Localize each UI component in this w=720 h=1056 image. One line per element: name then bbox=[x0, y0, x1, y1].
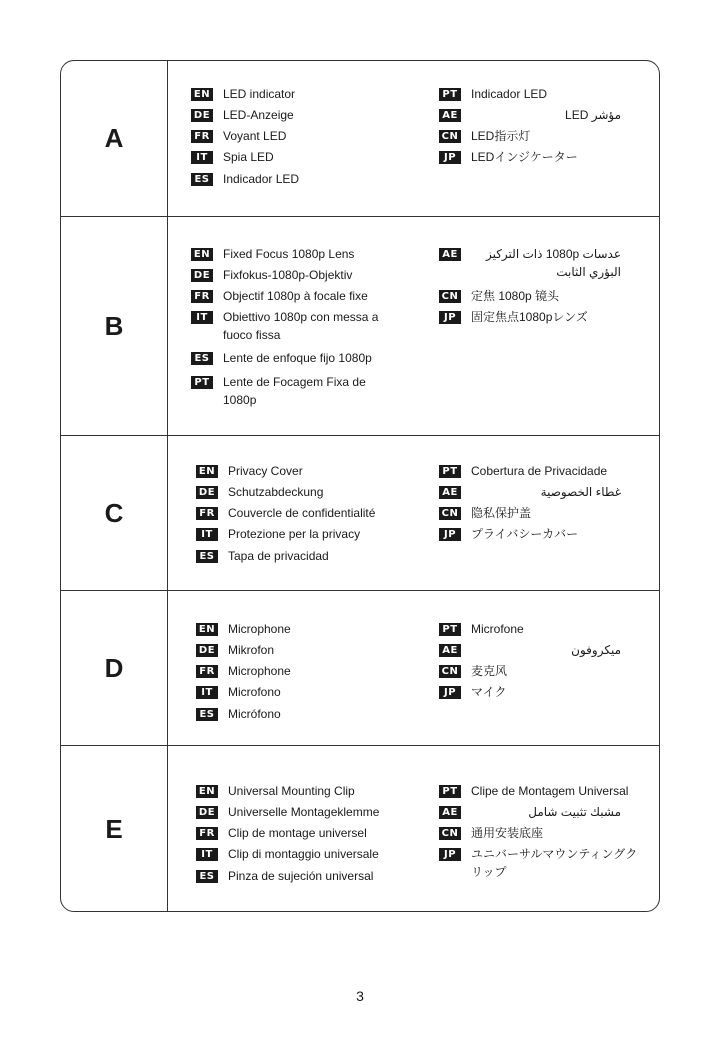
language-code-badge: EN bbox=[196, 785, 218, 798]
component-label: ユニバーサルマウンティングクリップ bbox=[471, 847, 638, 879]
language-code-badge: AE bbox=[439, 806, 461, 819]
component-label: Tapa de privacidad bbox=[228, 549, 329, 563]
entry-de bbox=[196, 483, 396, 501]
entry-fr bbox=[196, 504, 396, 522]
language-code-badge: CN bbox=[439, 665, 461, 678]
component-label: Lente de Focagem Fixa de 1080p bbox=[223, 375, 366, 407]
language-code-badge: PT bbox=[439, 623, 461, 636]
component-label: 固定焦点1080pレンズ bbox=[471, 310, 588, 324]
language-code-badge: AE bbox=[439, 486, 461, 499]
language-code-badge: ES bbox=[196, 708, 218, 721]
language-code-badge: AE bbox=[439, 109, 461, 122]
language-code-badge: FR bbox=[191, 130, 213, 143]
language-code-badge: JP bbox=[439, 311, 461, 324]
component-label: Fixed Focus 1080p Lens bbox=[223, 247, 355, 261]
entry-en bbox=[196, 782, 396, 800]
page-number: 3 bbox=[356, 988, 364, 1004]
language-code-badge: DE bbox=[196, 644, 218, 657]
entry-de bbox=[196, 641, 396, 659]
component-label: Cobertura de Privacidade bbox=[471, 464, 608, 478]
entry-es bbox=[196, 547, 396, 565]
row-letter-cell bbox=[61, 436, 168, 590]
component-label: Microfone bbox=[471, 622, 524, 636]
component-label: Schutzabdeckung bbox=[228, 485, 324, 499]
entry-es bbox=[191, 170, 391, 188]
component-label: 通用安装底座 bbox=[471, 826, 544, 840]
language-code-badge: JP bbox=[439, 528, 461, 541]
component-label: غطاء الخصوصية bbox=[540, 485, 621, 499]
row-letter: C bbox=[104, 497, 124, 528]
row-c bbox=[61, 436, 659, 591]
entry-ae bbox=[439, 245, 644, 281]
language-code-badge: AE bbox=[439, 644, 461, 657]
language-code-badge: FR bbox=[196, 665, 218, 678]
language-code-badge: EN bbox=[191, 248, 213, 261]
entry-pt bbox=[439, 85, 644, 103]
language-code-badge: ES bbox=[191, 352, 213, 365]
entry-jp bbox=[439, 525, 644, 543]
language-code-badge: DE bbox=[191, 269, 213, 282]
entry-it bbox=[191, 308, 391, 344]
entry-cn bbox=[439, 662, 644, 680]
language-code-badge: JP bbox=[439, 848, 461, 861]
row-letter: E bbox=[105, 814, 123, 844]
component-label: プライバシーカバー bbox=[471, 527, 579, 541]
language-code-badge: IT bbox=[191, 311, 213, 324]
entry-it bbox=[196, 845, 396, 863]
row-b bbox=[61, 217, 659, 436]
language-code-badge: IT bbox=[196, 528, 218, 541]
entry-pt bbox=[439, 782, 644, 800]
language-code-badge: DE bbox=[196, 806, 218, 819]
language-code-badge: JP bbox=[439, 686, 461, 699]
component-label: Fixfokus-1080p-Objektiv bbox=[223, 268, 353, 282]
component-label: LED指示灯 bbox=[471, 129, 531, 143]
row-e bbox=[61, 746, 659, 912]
entry-en bbox=[196, 462, 396, 480]
component-label: Indicador LED bbox=[223, 172, 300, 186]
language-code-badge: IT bbox=[196, 848, 218, 861]
entry-it bbox=[191, 148, 391, 166]
language-code-badge: PT bbox=[439, 88, 461, 101]
entry-es bbox=[191, 349, 391, 367]
language-code-badge: ES bbox=[191, 173, 213, 186]
entry-ae bbox=[439, 803, 644, 821]
language-code-badge: CN bbox=[439, 507, 461, 520]
component-label: Objectif 1080p à focale fixe bbox=[223, 289, 368, 303]
component-label: LED-Anzeige bbox=[223, 108, 294, 122]
component-label: Indicador LED bbox=[471, 87, 548, 101]
language-code-badge: DE bbox=[191, 109, 213, 122]
entry-it bbox=[196, 525, 396, 543]
language-code-badge: ES bbox=[196, 550, 218, 563]
entry-cn bbox=[439, 504, 644, 522]
entry-fr bbox=[191, 127, 391, 145]
component-label: Clip di montaggio universale bbox=[228, 847, 379, 861]
component-label: Mikrofon bbox=[228, 643, 275, 657]
component-label: Clip de montage universel bbox=[228, 826, 367, 840]
component-label: Couvercle de confidentialité bbox=[228, 506, 376, 520]
entry-de bbox=[191, 106, 391, 124]
row-a bbox=[61, 61, 659, 217]
entry-en bbox=[191, 85, 391, 103]
entry-ae bbox=[439, 641, 644, 659]
row-letter-cell bbox=[61, 217, 168, 435]
component-label: 麦克风 bbox=[471, 664, 508, 678]
language-code-badge: CN bbox=[439, 130, 461, 143]
component-label: 隐私保护盖 bbox=[471, 506, 532, 520]
component-label: ميكروفون bbox=[571, 643, 621, 657]
language-code-badge: FR bbox=[196, 827, 218, 840]
language-code-badge: IT bbox=[196, 686, 218, 699]
component-label: عدسات 1080p ذات التركيز البؤري الثابت bbox=[485, 247, 621, 279]
language-code-badge: FR bbox=[191, 290, 213, 303]
entry-fr bbox=[196, 824, 396, 842]
component-label: LEDインジケーター bbox=[471, 150, 578, 164]
row-d bbox=[61, 591, 659, 746]
language-code-badge: ES bbox=[196, 870, 218, 883]
language-code-badge: EN bbox=[196, 465, 218, 478]
entry-es bbox=[196, 705, 396, 723]
component-label: Lente de enfoque fijo 1080p bbox=[223, 351, 372, 365]
language-code-badge: EN bbox=[196, 623, 218, 636]
entry-jp bbox=[439, 148, 644, 166]
component-label: Obiettivo 1080p con messa a fuoco fissa bbox=[223, 310, 379, 342]
component-label: LED indicator bbox=[223, 87, 296, 101]
component-label: مؤشر LED bbox=[565, 108, 621, 122]
entry-fr bbox=[191, 287, 391, 305]
component-label: Spia LED bbox=[223, 150, 274, 164]
component-label: Microphone bbox=[228, 664, 291, 678]
component-label: Clipe de Montagem Universal bbox=[471, 784, 629, 798]
component-label: Privacy Cover bbox=[228, 464, 303, 478]
entry-jp bbox=[439, 845, 644, 881]
entry-en bbox=[196, 620, 396, 638]
language-code-badge: CN bbox=[439, 290, 461, 303]
component-label: マイク bbox=[471, 685, 507, 699]
component-label: Universal Mounting Clip bbox=[228, 784, 355, 798]
language-code-badge: PT bbox=[191, 376, 213, 389]
row-letter-cell bbox=[61, 591, 168, 745]
language-code-badge: PT bbox=[439, 465, 461, 478]
entry-pt bbox=[191, 373, 391, 409]
language-code-badge: DE bbox=[196, 486, 218, 499]
component-label: Universelle Montageklemme bbox=[228, 805, 380, 819]
entry-de bbox=[191, 266, 391, 284]
component-label: Microfono bbox=[228, 685, 281, 699]
component-label: Voyant LED bbox=[223, 129, 287, 143]
row-letter-cell bbox=[61, 746, 168, 912]
entry-jp bbox=[439, 308, 644, 326]
row-letter: D bbox=[104, 652, 124, 683]
entry-ae bbox=[439, 106, 644, 124]
entry-cn bbox=[439, 127, 644, 145]
entry-ae bbox=[439, 483, 644, 501]
component-label: Micrófono bbox=[228, 707, 281, 721]
component-label: مشبك تثبيت شامل bbox=[528, 805, 621, 819]
entry-cn bbox=[439, 824, 644, 842]
entry-pt bbox=[439, 462, 644, 480]
row-letter: B bbox=[104, 310, 124, 341]
component-label: Pinza de sujeción universal bbox=[228, 869, 374, 883]
language-code-badge: PT bbox=[439, 785, 461, 798]
component-label: Protezione per la privacy bbox=[228, 527, 361, 541]
entry-it bbox=[196, 683, 396, 701]
row-letter-cell bbox=[61, 61, 168, 216]
entry-fr bbox=[196, 662, 396, 680]
entry-de bbox=[196, 803, 396, 821]
entry-cn bbox=[439, 287, 644, 305]
entry-en bbox=[191, 245, 391, 263]
entry-pt bbox=[439, 620, 644, 638]
component-label: 定焦 1080p 镜头 bbox=[471, 289, 560, 303]
entry-es bbox=[196, 867, 396, 885]
row-letter: A bbox=[104, 123, 124, 153]
language-code-badge: AE bbox=[439, 248, 461, 261]
language-code-badge: CN bbox=[439, 827, 461, 840]
language-code-badge: FR bbox=[196, 507, 218, 520]
component-table bbox=[60, 60, 660, 912]
entry-jp bbox=[439, 683, 644, 701]
language-code-badge: JP bbox=[439, 151, 461, 164]
component-label: Microphone bbox=[228, 622, 291, 636]
language-code-badge: IT bbox=[191, 151, 213, 164]
language-code-badge: EN bbox=[191, 88, 213, 101]
